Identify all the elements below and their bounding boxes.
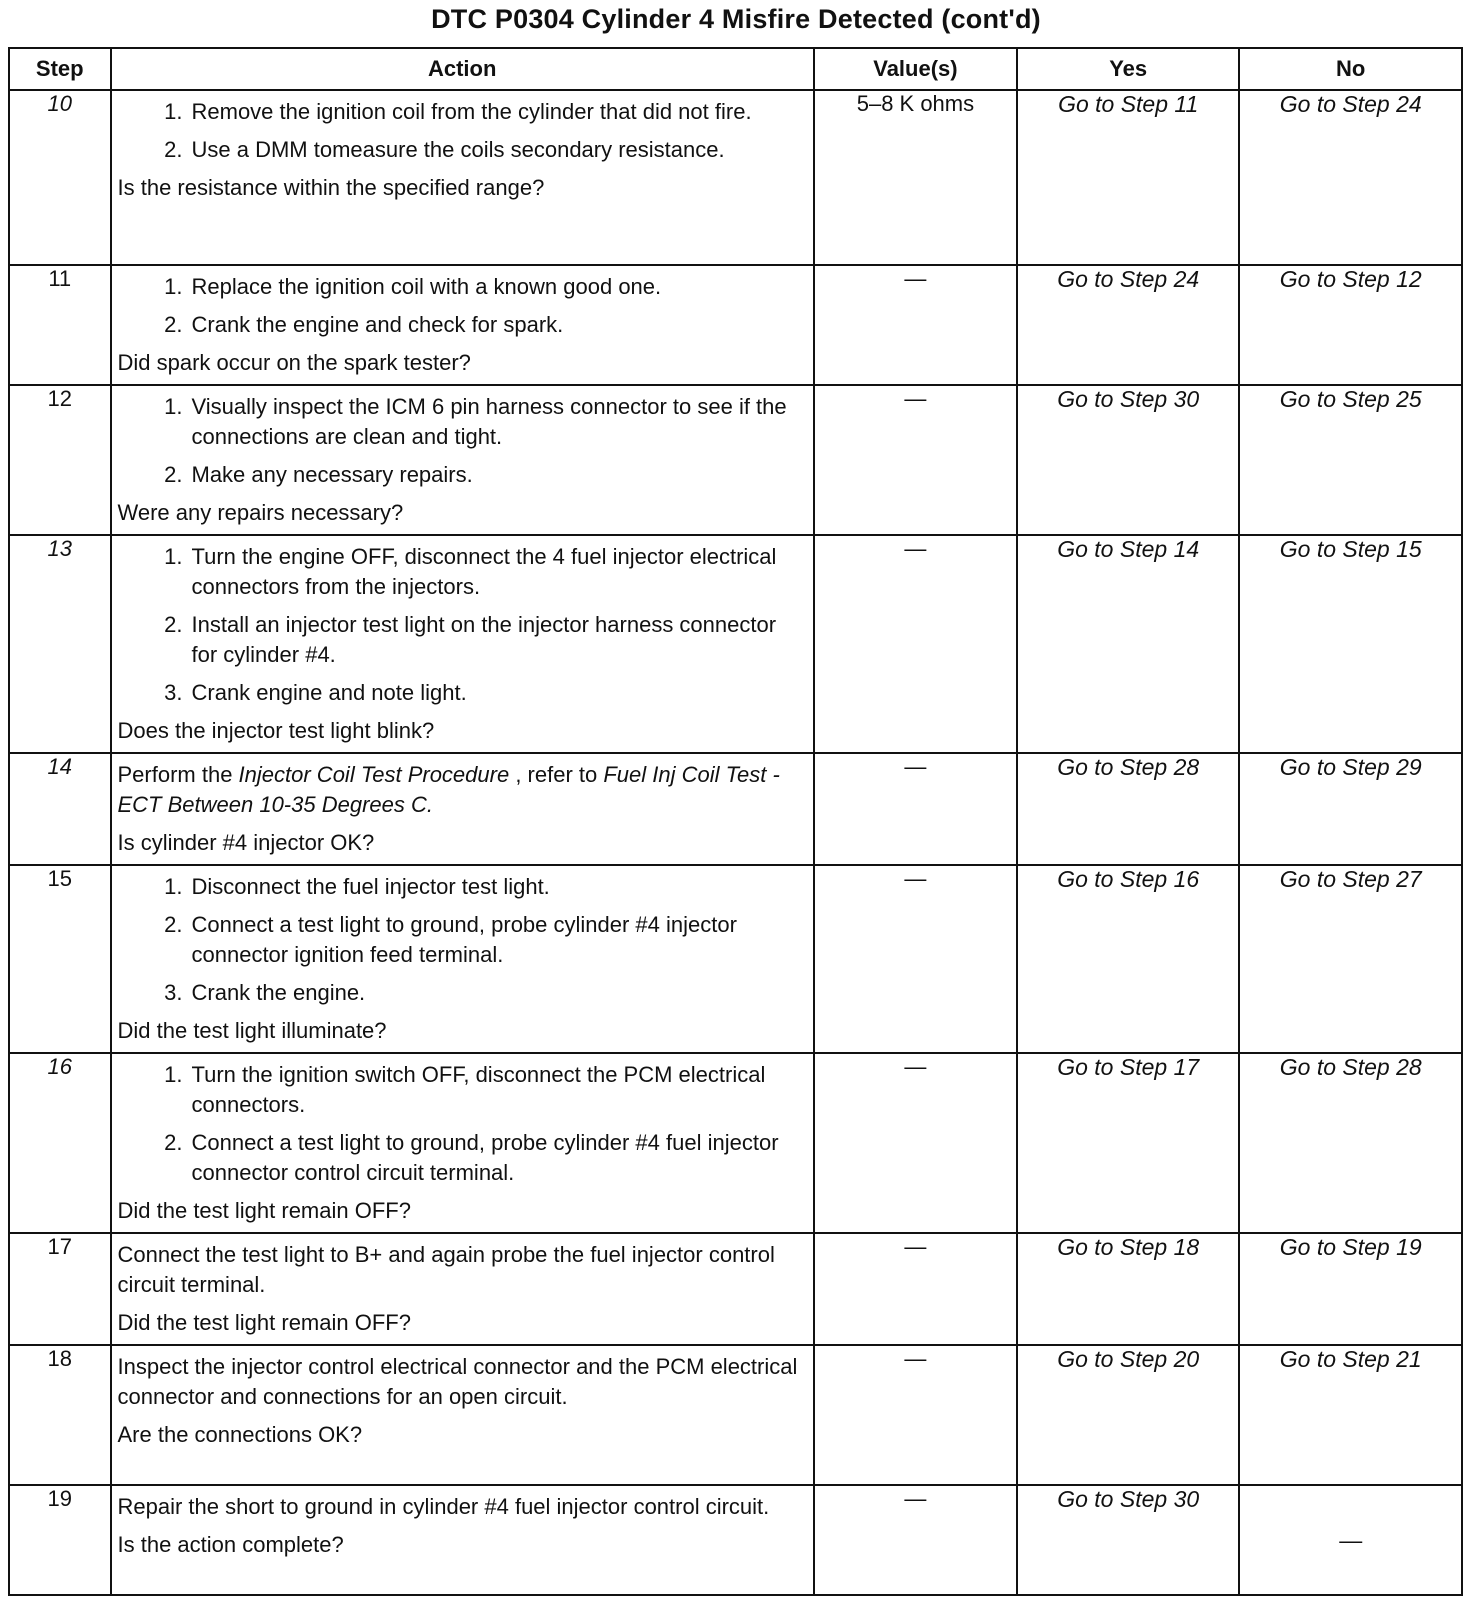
- item-number: 2.: [164, 612, 183, 637]
- yes-link: Go to Step 30: [1017, 1485, 1240, 1595]
- no-link: Go to Step 15: [1239, 535, 1462, 753]
- action-paragraph: [118, 760, 805, 820]
- action-question: Did spark occur on the spark tester?: [117, 350, 471, 375]
- action-question: Did the test light illuminate?: [117, 1018, 387, 1043]
- item-number: 1.: [164, 1062, 183, 1087]
- item-number: 1.: [164, 274, 183, 299]
- action-item: [118, 1060, 805, 1120]
- header-step: Step: [9, 48, 111, 90]
- item-number: 3.: [164, 680, 183, 705]
- table-row: [9, 265, 1462, 385]
- action-question: Did the test light remain OFF?: [117, 1310, 411, 1335]
- no-link: Go to Step 21: [1239, 1345, 1462, 1485]
- action-cell: [111, 1053, 814, 1233]
- no-link: Go to Step 27: [1239, 865, 1462, 1053]
- action-cell: [111, 1233, 814, 1345]
- table-row: [9, 535, 1462, 753]
- yes-link: Go to Step 14: [1017, 535, 1240, 753]
- value-cell: —: [814, 265, 1017, 385]
- procedure-reference: Fuel Inj Coil Test - ECT Between 10-35 Degrees C.: [117, 762, 780, 817]
- item-number: 2.: [164, 1130, 183, 1155]
- item-text: Disconnect the fuel injector test light.: [191, 874, 550, 899]
- item-text: Remove the ignition coil from the cylinder that did not fire.: [191, 99, 752, 124]
- header-action: Action: [111, 48, 814, 90]
- header-yes: Yes: [1017, 48, 1240, 90]
- step-number: 19: [9, 1485, 111, 1595]
- yes-link: Go to Step 18: [1017, 1233, 1240, 1345]
- item-number: 2.: [164, 912, 183, 937]
- item-text: Crank the engine and check for spark.: [191, 312, 564, 337]
- no-link: Go to Step 12: [1239, 265, 1462, 385]
- action-item: [118, 135, 805, 165]
- table-row: [9, 1485, 1462, 1595]
- action-cell: [111, 1485, 814, 1595]
- no-link: —: [1239, 1485, 1462, 1595]
- action-item: [118, 872, 805, 902]
- item-text: Visually inspect the ICM 6 pin harness connector to see if the connections are clean and tight.: [191, 394, 787, 449]
- action-question: Are the connections OK?: [117, 1422, 363, 1447]
- action-cell: [111, 535, 814, 753]
- table-row: [9, 90, 1462, 265]
- item-text: Turn the engine OFF, disconnect the 4 fuel injector electrical connectors from the injectors.: [191, 544, 777, 599]
- action-item: [118, 678, 805, 708]
- action-cell: [111, 90, 814, 265]
- item-number: 1.: [164, 99, 183, 124]
- no-link: Go to Step 25: [1239, 385, 1462, 535]
- action-paragraph: Inspect the injector control electrical connector and the PCM electrical connector and connections for an open circuit.: [117, 1354, 798, 1409]
- action-cell: [111, 753, 814, 865]
- item-text: Connect a test light to ground, probe cylinder #4 fuel injector connector control circuit terminal.: [191, 1130, 779, 1185]
- action-question: Is cylinder #4 injector OK?: [117, 830, 375, 855]
- step-number: 12: [9, 385, 111, 535]
- header-no: No: [1239, 48, 1462, 90]
- action-item: [118, 310, 805, 340]
- no-link: Go to Step 24: [1239, 90, 1462, 265]
- value-cell: —: [814, 1485, 1017, 1595]
- step-number: 17: [9, 1233, 111, 1345]
- table-row: [9, 753, 1462, 865]
- item-number: 1.: [164, 544, 183, 569]
- step-number: 11: [9, 265, 111, 385]
- value-cell: —: [814, 1345, 1017, 1485]
- action-item: [118, 460, 805, 490]
- step-number: 10: [9, 90, 111, 265]
- yes-link: Go to Step 30: [1017, 385, 1240, 535]
- step-number: 13: [9, 535, 111, 753]
- value-cell: —: [814, 385, 1017, 535]
- header-values: Value(s): [814, 48, 1017, 90]
- yes-link: Go to Step 24: [1017, 265, 1240, 385]
- procedure-reference: Injector Coil Test Procedure: [238, 762, 510, 787]
- para-text: , refer to: [509, 762, 604, 787]
- no-link: Go to Step 19: [1239, 1233, 1462, 1345]
- item-text: Turn the ignition switch OFF, disconnect the PCM electrical connectors.: [191, 1062, 766, 1117]
- yes-link: Go to Step 11: [1017, 90, 1240, 265]
- action-item: [118, 542, 805, 602]
- yes-link: Go to Step 28: [1017, 753, 1240, 865]
- step-number: 18: [9, 1345, 111, 1485]
- item-number: 3.: [164, 980, 183, 1005]
- yes-link: Go to Step 20: [1017, 1345, 1240, 1485]
- table-row: [9, 385, 1462, 535]
- item-number: 1.: [164, 874, 183, 899]
- item-text: Make any necessary repairs.: [191, 462, 473, 487]
- item-text: Use a DMM tomeasure the coils secondary resistance.: [191, 137, 725, 162]
- item-text: Crank the engine.: [191, 980, 366, 1005]
- value-cell: —: [814, 753, 1017, 865]
- para-text: Perform the: [117, 762, 239, 787]
- action-item: [118, 978, 805, 1008]
- item-number: 2.: [164, 312, 183, 337]
- value-cell: 5–8 K ohms: [814, 90, 1017, 265]
- step-number: 15: [9, 865, 111, 1053]
- item-number: 2.: [164, 137, 183, 162]
- no-link: Go to Step 28: [1239, 1053, 1462, 1233]
- action-question: Does the injector test light blink?: [117, 718, 435, 743]
- table-row: [9, 865, 1462, 1053]
- value-cell: —: [814, 865, 1017, 1053]
- step-number: 16: [9, 1053, 111, 1233]
- action-item: [118, 1128, 805, 1188]
- action-cell: [111, 865, 814, 1053]
- value-cell: —: [814, 535, 1017, 753]
- item-number: 1.: [164, 394, 183, 419]
- item-text: Install an injector test light on the injector harness connector for cylinder #4.: [191, 612, 777, 667]
- table-row: [9, 1345, 1462, 1485]
- no-link: Go to Step 29: [1239, 753, 1462, 865]
- table-row: [9, 1053, 1462, 1233]
- item-text: Connect a test light to ground, probe cylinder #4 injector connector ignition feed terminal.: [191, 912, 737, 967]
- action-paragraph: Repair the short to ground in cylinder #4 fuel injector control circuit.: [117, 1494, 770, 1519]
- action-item: [118, 392, 805, 452]
- step-number: 14: [9, 753, 111, 865]
- item-number: 2.: [164, 462, 183, 487]
- action-cell: [111, 385, 814, 535]
- action-question: Did the test light remain OFF?: [117, 1198, 411, 1223]
- item-text: Crank engine and note light.: [191, 680, 467, 705]
- action-cell: [111, 265, 814, 385]
- action-item: [118, 272, 805, 302]
- diagnostic-table: [8, 47, 1463, 1596]
- page-title: DTC P0304 Cylinder 4 Misfire Detected (cont'd): [431, 4, 1041, 34]
- action-question: Is the action complete?: [117, 1532, 344, 1557]
- action-item: [118, 910, 805, 970]
- header-row: [9, 48, 1462, 90]
- action-paragraph: Connect the test light to B+ and again probe the fuel injector control circuit terminal.: [117, 1242, 775, 1297]
- item-text: Replace the ignition coil with a known good one.: [191, 274, 662, 299]
- action-cell: [111, 1345, 814, 1485]
- yes-link: Go to Step 16: [1017, 865, 1240, 1053]
- action-item: [118, 610, 805, 670]
- yes-link: Go to Step 17: [1017, 1053, 1240, 1233]
- value-cell: —: [814, 1233, 1017, 1345]
- action-question: Were any repairs necessary?: [117, 500, 404, 525]
- table-row: [9, 1233, 1462, 1345]
- action-question: Is the resistance within the specified range?: [117, 175, 545, 200]
- value-cell: —: [814, 1053, 1017, 1233]
- action-item: [118, 97, 805, 127]
